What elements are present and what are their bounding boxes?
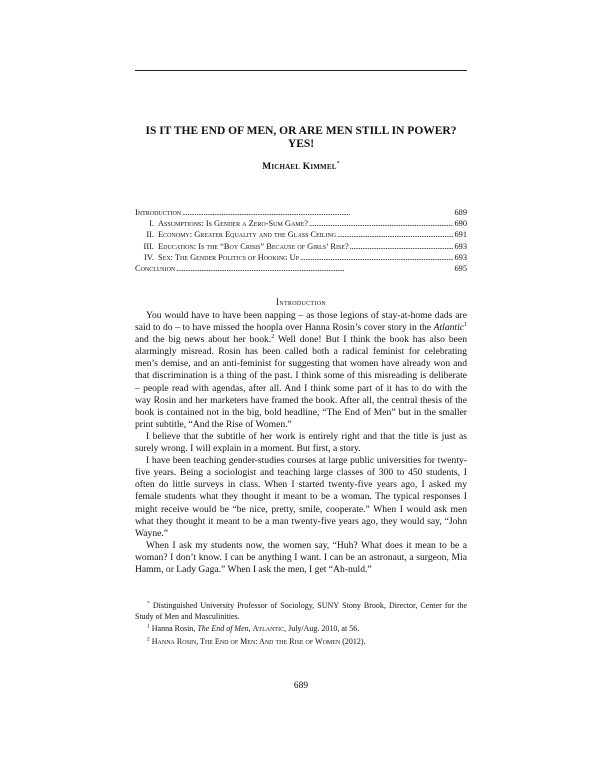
article-title (135, 125, 467, 151)
paragraph-4: When I ask my students now, the women say, “Huh? What does it mean to be a woman? I don’t know. I can be anything I want. I can be an astronaut, a surgeon, Mia Hamm, or Lady Gaga.” When I ask the men, I get “Ah-nuld.” (135, 539, 467, 575)
toc-number: III. (143, 241, 154, 251)
toc-entry-sex[interactable] (135, 252, 467, 263)
page-number: 689 (293, 681, 309, 691)
paragraph-1: You would have to have been napping – as those legions of stay-at-home dads are said to do – to have missed the hoopla over Hanna Rosin’s cover story in the Atlantic$^1$ and the big news about her book.$^2$ Well done! But I think the book has also been alarmingly misread. Rosin has been called both a radical feminist for celebrating men’s demise, and an anti-feminist for suggesting that women have already won and that discrimination is a thing of the past. I think some of this misreading is deliberate – people read with agendas, after all. And I think some part of it has to do with the way Rosin and her marketers have framed the book. After all, the central thesis of the book is contained not in the big, bold headline, “The End of Men” but in the smaller print subtitle, “And the Rise of Women.” (135, 310, 467, 430)
toc-entry-education[interactable] (135, 241, 467, 252)
footnote-1: $^1$ Hanna Rosin, The End of Men, Atlantic, July/Aug. 2010, at 56. (147, 623, 360, 633)
article-body (135, 310, 467, 576)
toc-page: 695 (454, 264, 467, 274)
paragraph-3: I have been teaching gender-studies courses at large public universities for twenty-five years. Being a sociologist and teaching large classes of 300 to 450 students, I often do little surveys in class. When I started twenty-five years ago, I asked my female students what they thought it meant to be a woman. The typical responses I might receive would be “be nice, pretty, smile, cooperate.” When I would ask men what they thought it meant to be a man twenty-five years ago, they would say, “John Wayne.” (135, 455, 467, 539)
toc-label: Economy: Greater Equality and the Glass Ceiling (158, 230, 337, 240)
footnotes (135, 601, 467, 649)
toc-label: Sex: The Gender Politics of Hooking Up (158, 252, 299, 262)
toc-entry-economy[interactable] (135, 229, 467, 240)
title-line-2: YES! (287, 138, 315, 150)
toc-page: 693 (454, 252, 467, 262)
atlantic-italic: Atlantic (433, 322, 464, 334)
toc-entry-conclusion[interactable] (135, 263, 467, 274)
header-rule (135, 70, 467, 71)
footnote-2: $^2$ Hanna Rosin, The End of Men: And the Rise of Women (2012). (147, 635, 366, 646)
toc-page: 690 (454, 219, 467, 229)
toc-label: Conclusion (135, 264, 176, 274)
toc-label: Introduction (135, 208, 182, 217)
toc-entry-introduction[interactable] (135, 207, 467, 218)
author-footnote-mark: * (336, 161, 340, 167)
table-of-contents (135, 207, 467, 274)
footnote-ref-2[interactable]: 2 (271, 334, 275, 340)
toc-label: Education: Is the “Boy Crisis” Because of Girls’ Rise? (158, 241, 349, 251)
author-byline (135, 161, 467, 172)
toc-number: II. (146, 230, 154, 240)
toc-label: Assumptions: Is Gender a Zero-Sum Game? (158, 219, 309, 229)
author-name: Michael Kimmel (262, 162, 337, 173)
section-heading: Introduction (276, 297, 326, 307)
paragraph-2: I believe that the subtitle of her work is entirely right and that the title is just as surely wrong. I will explain in a moment. But first, a story. (135, 430, 467, 455)
toc-entry-assumptions[interactable] (135, 218, 467, 229)
title-line-1: IS IT THE END OF MEN, OR ARE MEN STILL IN POWER? (145, 125, 457, 137)
toc-page: 689 (454, 208, 467, 217)
toc-number: I. (149, 219, 154, 229)
toc-page: 693 (454, 241, 467, 251)
footnote-author: * Distinguished University Professor of Sociology, SUNY Stony Brook, Director, Center for the Study of Men and Masculinities. (135, 600, 468, 621)
toc-number: IV. (144, 252, 154, 262)
footnote-ref-1[interactable]: 1 (464, 321, 467, 328)
toc-page: 691 (454, 230, 467, 240)
